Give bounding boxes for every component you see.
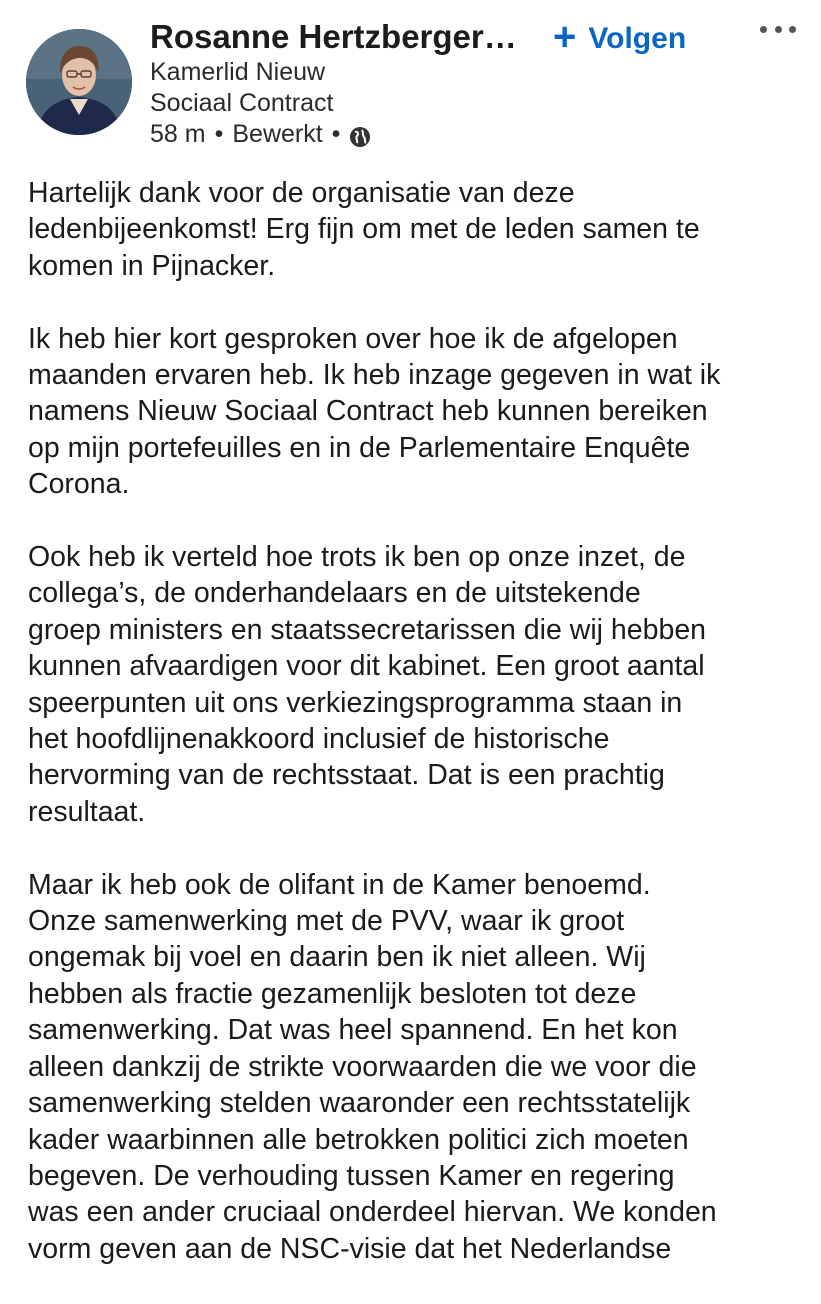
edited-label: Bewerkt — [232, 120, 323, 148]
post-paragraph: Maar ik heb ook de olifant in de Kamer benoemd. Onze samenwerking met de PVV, waar ik groot ongemak bij voel en daarin ben ik niet alleen. Wij hebben als fractie gezamenlijk besloten tot deze samenwerking. Dat was heel spannend. En het kon alleen dankzij de strikte voorwaarden die we voor die samenwerking stelden waaronder een rechtsstatelijk kader waarbinnen alle betrokken politici zich moeten begeven. De verhouding tussen Kamer en regering was een ander cruciaal onderdeel hiervan. We konden vorm geven aan de NSC-visie dat het Nederlandse — [28, 868, 717, 1265]
more-options-icon[interactable] — [760, 14, 796, 44]
meta-separator: • — [331, 120, 341, 148]
plus-icon: + — [553, 15, 577, 59]
more-dot — [789, 26, 796, 33]
meta-separator: • — [214, 120, 224, 148]
follow-label: Volgen — [588, 22, 687, 55]
author-name[interactable]: Rosanne Hertzberger… — [150, 18, 517, 55]
more-dot — [760, 26, 767, 33]
more-dot — [775, 26, 782, 33]
post-time: 58 m — [150, 120, 206, 148]
post-body — [28, 175, 808, 1304]
globe-icon — [349, 125, 371, 147]
post-paragraph: Ook heb ik verteld hoe trots ik ben op onze inzet, de collega’s, de onderhandelaars en de uitstekende groep ministers en staatssecretarissen die wij hebben kunnen afvaardigen voor dit kabinet. Een groot aantal speerpunten uit ons verkiezingsprogramma staan in het hoofdlijnenakkoord inclusief de historische hervorming van de rechtsstaat. Dat is een prachtig resultaat. — [28, 541, 707, 828]
author-title-line1: Kamerlid Nieuw — [150, 58, 326, 86]
post-header — [0, 0, 821, 160]
follow-button[interactable] — [553, 15, 687, 60]
author-title-line2: Sociaal Contract — [150, 89, 334, 117]
avatar[interactable] — [26, 29, 132, 135]
post-paragraph: Hartelijk dank voor de organisatie van deze ledenbijeenkomst! Erg fijn om met de leden samen te komen in Pijnacker. — [28, 177, 700, 282]
post-meta — [150, 119, 371, 150]
post-paragraph: Ik heb hier kort gesproken over hoe ik de afgelopen maanden ervaren heb. Ik heb inzage gegeven in wat ik namens Nieuw Sociaal Contract heb kunnen bereiken op mijn portefeuilles en in de Parlementaire Enquête Corona. — [28, 322, 721, 501]
avatar-photo — [26, 29, 132, 135]
